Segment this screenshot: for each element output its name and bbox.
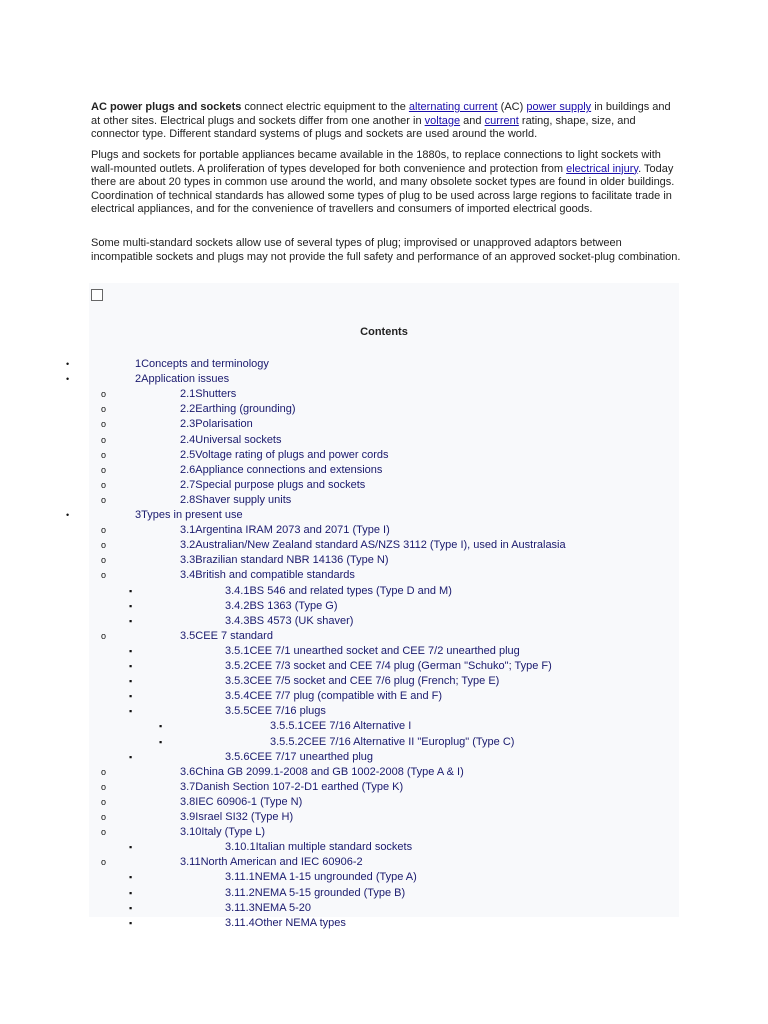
toc-bullet: o: [101, 827, 107, 838]
toc-item-link[interactable]: 3.9Israel SI32 (Type H): [180, 811, 294, 823]
toc-item-link[interactable]: 3.5.5.2CEE 7/16 Alternative II "Europlug" (Type C): [270, 735, 515, 748]
toc-bullet: ▪: [129, 600, 133, 611]
toc-item-link[interactable]: 3.2Australian/New Zealand standard AS/NZS 3112 (Type I), used in Australasia: [180, 539, 566, 552]
toc-item-link[interactable]: 2.7Special purpose plugs and sockets: [180, 478, 366, 491]
toc-item-link[interactable]: 2.5Voltage rating of plugs and power cords: [180, 448, 389, 461]
toc-item-link[interactable]: 3.5.6CEE 7/17 unearthed plug: [225, 750, 374, 763]
text-span: and: [460, 114, 485, 127]
toc-bullet: ▪: [129, 842, 133, 853]
toc-bullet: ▪: [159, 721, 163, 732]
toc-bullet: o: [101, 479, 107, 490]
toc-item-link[interactable]: 3.6China GB 2099.1-2008 and GB 1002-2008 (Type A & I): [180, 765, 464, 778]
toc-item-link[interactable]: 2Application issues: [135, 373, 230, 386]
text-span: (AC): [497, 101, 527, 113]
link-electrical-injury[interactable]: electrical injury: [566, 162, 639, 175]
toc-bullet: ▪: [129, 615, 133, 626]
toc-bullet: o: [101, 857, 107, 868]
toc-item-link[interactable]: 3.7Danish Section 107-2-D1 earthed (Type K): [180, 780, 404, 793]
link-alternating-current[interactable]: alternating current: [408, 101, 498, 113]
toc-bullet: ▪: [129, 691, 133, 702]
toc-bullet: o: [101, 419, 107, 430]
toc-item-link[interactable]: 3.1Argentina IRAM 2073 and 2071 (Type I): [180, 524, 390, 537]
toc-bullet: ▪: [129, 661, 133, 671]
toc-bullet: •: [66, 374, 70, 385]
text-span: rating, shape, size, and connector type. Different standard systems of plugs and sockets are used around the world.: [91, 114, 636, 140]
toc-item-link[interactable]: 3.11.3NEMA 5-20: [225, 901, 312, 914]
toc-item-link[interactable]: 2.2Earthing (grounding): [180, 403, 296, 416]
toc-item-link[interactable]: 3.4British and compatible standards: [180, 569, 355, 582]
toc-bullet: o: [101, 404, 107, 415]
toc-bullet: o: [101, 464, 107, 475]
toc-item-link[interactable]: 3.5.1CEE 7/1 unearthed socket and CEE 7/2 unearthed plug: [225, 644, 520, 657]
toc-item-link[interactable]: 3.5.3CEE 7/5 socket and CEE 7/6 plug (French; Type E): [225, 675, 500, 688]
intro-paragraph-2: [91, 149, 681, 217]
toc-bullet: ▪: [129, 706, 133, 717]
toc-bullet: ▪: [129, 872, 133, 883]
toc-item-link[interactable]: 3.3Brazilian standard NBR 14136 (Type N): [180, 554, 389, 567]
text-span: in buildings and at other sites. Electrical plugs and sockets differ from one another in: [91, 101, 671, 127]
toc-item-link[interactable]: 3.4.3BS 4573 (UK shaver): [225, 614, 354, 627]
toc-title: Contents: [360, 326, 408, 338]
toc-toggle-checkbox[interactable]: [91, 289, 103, 301]
toc-bullet: o: [101, 389, 107, 400]
toc-bullet: o: [101, 540, 107, 551]
toc-item-link[interactable]: 2.1Shutters: [180, 388, 237, 401]
toc-item-link[interactable]: 3.11.1NEMA 1-15 ungrounded (Type A): [225, 871, 417, 884]
toc-bullet: o: [101, 630, 107, 641]
intro-paragraph-1: [91, 101, 681, 142]
toc-item-link[interactable]: 3.8IEC 60906-1 (Type N): [180, 795, 303, 808]
toc-bullet: o: [101, 525, 107, 536]
toc-bullet: •: [66, 510, 70, 520]
toc-item-link[interactable]: 1Concepts and terminology: [135, 358, 269, 370]
text-span: connect electric equipment to the: [241, 101, 409, 113]
toc-item-link[interactable]: 3.11North American and IEC 60906-2: [180, 856, 363, 869]
toc-bullet: •: [66, 359, 70, 369]
toc-item-link[interactable]: 3.5.5CEE 7/16 plugs: [225, 705, 326, 718]
text-span: Plugs and sockets for portable appliances became available in the 1880s, to replace connections to light sockets with wall-mounted outlets. A proliferation of types developed for both convenience and protection from: [91, 149, 661, 175]
toc-item-link[interactable]: 2.3Polarisation: [180, 418, 253, 431]
toc-item-link[interactable]: 3.5CEE 7 standard: [180, 629, 273, 642]
toc-bullet: ▪: [129, 902, 133, 913]
toc-item-link[interactable]: 2.6Appliance connections and extensions: [180, 463, 383, 476]
text-span: . Today there are about 20 types in common use around the world, and many obsolete socket types are found in older buildings. Coordination of technical standards has allowed some types of plug to be used across large regions to facilitate trade in electrical appliances, and for the convenience of travellers and consumers of imported electrical goods.: [91, 162, 675, 215]
toc-bullet: o: [101, 766, 107, 777]
toc-item-link[interactable]: 3.4.1BS 546 and related types (Type D and M): [225, 584, 452, 597]
toc-bullet: o: [101, 449, 107, 460]
toc-item-link[interactable]: 3.5.4CEE 7/7 plug (compatible with E and F): [225, 690, 443, 703]
toc-item-link[interactable]: 3Types in present use: [135, 509, 243, 521]
link-power-supply[interactable]: power supply: [526, 101, 592, 113]
toc-bullet: ▪: [129, 917, 133, 928]
toc-item-link[interactable]: 2.4Universal sockets: [180, 433, 282, 446]
toc-item-link[interactable]: 3.5.2CEE 7/3 socket and CEE 7/4 plug (German "Schuko"; Type F): [225, 660, 552, 672]
toc-bullet: ▪: [129, 751, 133, 762]
toc-item-link[interactable]: 3.11.4Other NEMA types: [225, 916, 346, 929]
toc-bullet: o: [101, 812, 107, 822]
toc-bullet: o: [101, 796, 107, 807]
toc-bullet: ▪: [129, 585, 133, 596]
toc-bullet: ▪: [159, 736, 163, 747]
toc-bullet: ▪: [129, 887, 133, 898]
intro-paragraph-3: Some multi-standard sockets allow use of several types of plug; improvised or unapproved adaptors between incompatible sockets and plugs may not provide the full safety and performance of an approved socket-plug combination.: [91, 237, 681, 263]
toc-item-link[interactable]: 3.10.1Italian multiple standard sockets: [225, 841, 413, 854]
toc-item-link[interactable]: 3.5.5.1CEE 7/16 Alternative I: [270, 720, 412, 733]
toc-bullet: ▪: [129, 676, 133, 687]
article-title-bold: AC power plugs and sockets: [91, 101, 242, 113]
link-current[interactable]: current: [484, 114, 519, 127]
toc-bullet: o: [101, 555, 107, 566]
toc-bullet: o: [101, 781, 107, 792]
toc-item-link[interactable]: 3.4.2BS 1363 (Type G): [225, 599, 338, 612]
toc-item-link[interactable]: 2.8Shaver supply units: [180, 493, 292, 506]
toc-bullet: o: [101, 494, 107, 505]
link-voltage[interactable]: voltage: [424, 114, 461, 127]
toc-bullet: o: [101, 570, 107, 581]
toc-bullet: ▪: [129, 645, 133, 656]
toc-bullet: o: [101, 434, 107, 445]
toc-item-link[interactable]: 3.11.2NEMA 5-15 grounded (Type B): [225, 886, 406, 899]
toc-item-link[interactable]: 3.10Italy (Type L): [180, 826, 265, 839]
